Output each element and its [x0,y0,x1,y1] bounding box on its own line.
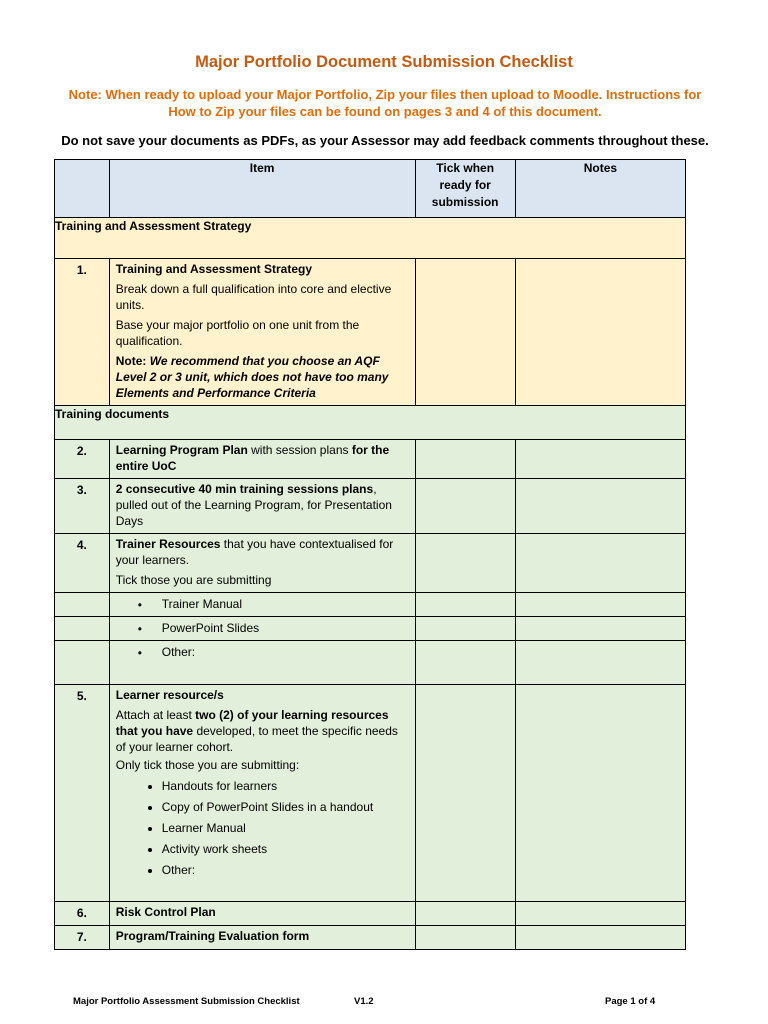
tick-box[interactable] [415,641,515,685]
row-text: Attach at least two (2) of your learning resources that you have developed, to meet the specific needs of your learner cohort. [115,708,398,754]
notes-cell[interactable] [515,685,685,902]
table-row [55,902,686,926]
notes-cell[interactable] [515,534,685,593]
table-row [55,685,686,902]
list-item: • Learner Manual [162,820,409,836]
bullet-text: PowerPoint Slides [161,621,260,635]
bullet-icon: • [137,598,142,612]
row-note [116,353,409,401]
tick-box[interactable] [415,259,515,406]
bullet-text: Trainer Manual [161,597,243,611]
header-tick-cell: Tick when ready for submission [415,160,515,218]
header-notes-cell: Notes [515,160,685,218]
section-title: Training and Assessment Strategy [55,218,686,259]
header-item-cell: Item [109,160,415,218]
bullet-text: Other: [161,645,196,659]
notes-cell[interactable] [515,479,685,534]
row-text: Tick those you are submitting [115,573,272,587]
note-text: We recommend that you choose an AQF Level 2 or 3 unit, which does not have too many Elements and Performance Criteria [115,354,389,400]
row-text: Risk Control Plan [115,905,216,919]
bullet-icon: • [137,622,142,636]
notes-cell[interactable] [515,593,685,617]
row-text: Base your major portfolio on one unit from the qualification. [115,318,360,348]
tick-box[interactable] [415,440,515,479]
checklist-table [54,159,686,950]
row-number: 2. [76,444,87,458]
row-text: Learning Program Plan with session plans for the entire UoC [115,443,390,473]
table-row [55,617,686,641]
row-number: 4. [76,538,87,552]
notes-cell[interactable] [515,259,685,406]
notes-cell[interactable] [515,641,685,685]
row-text: Only tick those you are submitting: [115,758,300,772]
row-heading: Training and Assessment Strategy [115,262,313,276]
table-row [55,593,686,617]
notes-cell[interactable] [515,617,685,641]
footer-document-name: Major Portfolio Assessment Submission Checklist [73,996,300,1007]
row-number: 7. [76,930,87,944]
row-number: 5. [76,689,87,703]
section-title: Training documents [55,406,686,440]
tick-box[interactable] [415,685,515,902]
tick-box[interactable] [415,926,515,950]
table-header-row [55,160,686,218]
pdf-warning: Do not save your documents as PDFs, as your Assessor may add feedback comments throughout these. [61,133,709,148]
footer-version: V1.2 [354,996,374,1007]
list-item: • Handouts for learners [162,778,409,794]
row-heading: Learner resource/s [115,688,224,702]
row-number: 1. [76,263,87,277]
section-row-training-documents [55,406,686,440]
row-text: Program/Training Evaluation form [115,929,310,943]
bullet-icon: • [137,646,142,660]
tick-box[interactable] [415,534,515,593]
row-text: 2 consecutive 40 min training sessions plans, pulled out of the Learning Program, for Presentation Days [115,482,392,528]
list-item: • Other: [162,862,409,878]
table-row [55,534,686,593]
row-text: Trainer Resources that you have contextualised for your learners. [115,537,394,567]
list-item: • Activity work sheets [162,841,409,857]
table-row [55,259,686,406]
list-item: • Copy of PowerPoint Slides in a handout [162,799,409,815]
tick-box[interactable] [415,593,515,617]
header-number-cell [55,160,110,218]
table-row [55,926,686,950]
section-row-training-strategy [55,218,686,259]
notes-cell[interactable] [515,440,685,479]
document-title: Major Portfolio Document Submission Checklist [195,53,573,71]
row-number: 6. [76,906,87,920]
table-row [55,479,686,534]
note-label: Note: [115,354,147,368]
learner-resource-list [116,778,409,878]
row-number: 3. [76,483,87,497]
table-row [55,641,686,685]
tick-box[interactable] [415,902,515,926]
tick-box[interactable] [415,479,515,534]
row-text: Break down a full qualification into core and elective units. [115,282,392,312]
table-row [55,440,686,479]
notes-cell[interactable] [515,926,685,950]
notes-cell[interactable] [515,902,685,926]
footer-page-number: Page 1 of 4 [605,996,656,1007]
tick-box[interactable] [415,617,515,641]
upload-note: Note: When ready to upload your Major Portfolio, Zip your files then upload to Moodle. Instructions for How to Zip your files can be found on pages 3 and 4 of this document. [68,87,702,119]
